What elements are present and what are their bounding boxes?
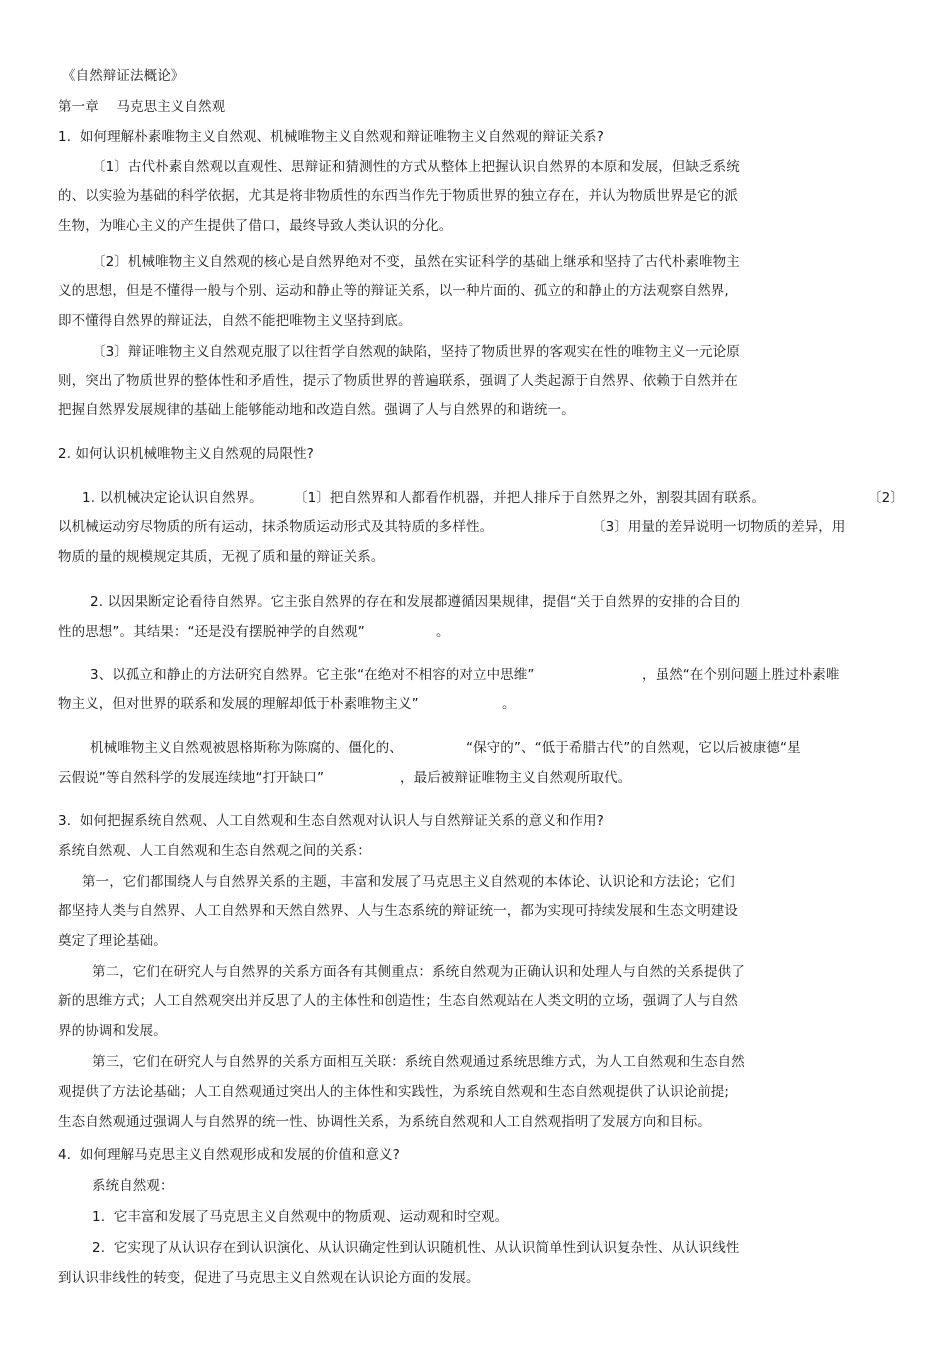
q3-second-line2: 新的思维方式；人工自然观突出并反思了人的主体性和创造性；生态自然观站在人类文明的立场，强调了人与自然 bbox=[58, 993, 738, 1009]
q2-item3-line1-b: ，虽然“在个别问题上胜过朴素唯 bbox=[642, 667, 840, 683]
q1-para2-line3: 即不懂得自然界的辩证法，自然不能把唯物主义坚持到底。 bbox=[58, 313, 412, 329]
q3-third-line3: 生态自然观通过强调人与自然界的统一性、协调性关系，为系统自然观和人工自然观指明了发展方向和目标。 bbox=[58, 1114, 711, 1130]
q3-first-line2: 都坚持人类与自然界、人工自然界和天然自然界、人与生态系统的辩证统一，都为实现可持续发展和生态文明建设 bbox=[58, 903, 738, 919]
q2-summary-line1-a: 机械唯物主义自然观被恩格斯称为陈腐的、僵化的、 bbox=[90, 740, 403, 756]
q2-item3-line1-a: 3、以孤立和静止的方法研究自然界。它主张“在绝对不相容的对立中思维” bbox=[90, 667, 535, 683]
q2-summary-line2-a: 云假说”等自然科学的发展连续地“打开缺口” bbox=[58, 770, 325, 786]
q2-item1-lead: 1. 以机械决定论认识自然界。 bbox=[82, 490, 263, 506]
q1-para1-line2: 的、以实验为基础的科学依据，尤其是将非物质性的东西当作先于物质世界的独立存在，并认为物质世界是它的派 bbox=[58, 188, 738, 204]
q3-first-line1: 第一，它们都围绕人与自然界关系的主题，丰富和发展了马克思主义自然观的本体论、认识论和方法论；它们 bbox=[82, 874, 735, 890]
question-3: 3. 如何把握系统自然观、人工自然观和生态自然观对认识人与自然辩证关系的意义和作用? bbox=[58, 813, 604, 829]
document-title: 《自然辩证法概论》 bbox=[62, 68, 185, 84]
q2-item1-line3: 物质的量的规模规定其质，无视了质和量的辩证关系。 bbox=[58, 549, 385, 565]
q2-item2-line2-a: 性的思想”。其结果：“还是没有摆脱神学的自然观” bbox=[58, 624, 365, 640]
q3-third-line1: 第三，它们在研究人与自然界的关系方面相互关联：系统自然观通过系统思维方式，为人工自然观和生态自然 bbox=[92, 1054, 745, 1070]
chapter-heading: 第一章 马克思主义自然观 bbox=[58, 99, 226, 115]
q4-item2-line1: 2. 它实现了从认识存在到认识演化、从认识确定性到认识随机性、从认识简单性到认识复杂性、从认识线性 bbox=[92, 1240, 740, 1256]
q3-intro: 系统自然观、人工自然观和生态自然观之间的关系： bbox=[58, 843, 371, 859]
q3-second-line1: 第二，它们在研究人与自然界的关系方面各有其侧重点：系统自然观为正确认识和处理人与自然的关系提供了 bbox=[92, 964, 745, 980]
q3-second-line3: 界的协调和发展。 bbox=[58, 1023, 167, 1039]
q1-para3-line1: 〔3〕辩证唯物主义自然观克服了以往哲学自然观的缺陷，坚持了物质世界的客观实在性的唯物主义一元论原 bbox=[92, 344, 740, 360]
q1-para2-line1: 〔2〕机械唯物主义自然观的核心是自然界绝对不变，虽然在实证科学的基础上继承和坚持了古代朴素唯物主 bbox=[92, 254, 740, 270]
q2-item3-line2-a: 物主义，但对世界的联系和发展的理解却低于朴素唯物主义” bbox=[58, 696, 419, 712]
q3-first-line3: 奠定了理论基础。 bbox=[58, 933, 167, 949]
q1-para1-line1: 〔1〕古代朴素自然观以直观性、思辩证和猜测性的方式从整体上把握认识自然界的本原和发展，但缺乏系统 bbox=[92, 159, 740, 175]
q2-summary-line2-b: ，最后被辩证唯物主义自然观所取代。 bbox=[400, 770, 632, 786]
q2-item1-point2-marker: 〔2〕 bbox=[868, 490, 904, 506]
q3-third-line2: 观提供了方法论基础；人工自然观通过突出人的主体性和实践性，为系统自然观和生态自然观提供了认识论前提; bbox=[58, 1084, 730, 1100]
q1-para3-line2: 则，突出了物质世界的整体性和矛盾性，提示了物质世界的普遍联系，强调了人类起源于自然界、依赖于自然并在 bbox=[58, 373, 738, 389]
q1-para2-line2: 义的思想，但是不懂得一般与个别、运动和静止等的辩证关系，以一种片面的、孤立的和静止的方法观察自然界, bbox=[58, 283, 729, 299]
question-2: 2. 如何认识机械唯物主义自然观的局限性? bbox=[58, 446, 314, 462]
q2-item1-line2-a: 以机械运动穷尽物质的所有运动，抹杀物质运动形式及其特质的多样性。 bbox=[58, 519, 494, 535]
q2-item2-line1: 2. 以因果断定论看待自然界。它主张自然界的存在和发展都遵循因果规律，提倡“关于自然界的安排的合目的 bbox=[90, 594, 741, 610]
q2-item2-line2-b: 。 bbox=[436, 624, 450, 640]
question-4: 4. 如何理解马克思主义自然观形成和发展的价值和意义? bbox=[58, 1147, 400, 1163]
question-1: 1. 如何理解朴素唯物主义自然观、机械唯物主义自然观和辩证唯物主义自然观的辩证关系? bbox=[58, 129, 604, 145]
q4-item1: 1. 它丰富和发展了马克思主义自然观中的物质观、运动观和时空观。 bbox=[92, 1209, 509, 1225]
q4-subheading: 系统自然观： bbox=[92, 1178, 174, 1194]
q4-item2-line2: 到认识非线性的转变，促进了马克思主义自然观在认识论方面的发展。 bbox=[58, 1270, 480, 1286]
q2-item3-line2-b: 。 bbox=[502, 696, 516, 712]
q2-summary-line1-b: “保守的”、“低于希腊古代”的自然观，它以后被康德“星 bbox=[466, 740, 801, 756]
q2-item1-point1: 〔1〕把自然界和人都看作机器，并把人排斥于自然界之外，割裂其固有联系。 bbox=[294, 490, 766, 506]
q1-para3-line3: 把握自然界发展规律的基础上能够能动地和改造自然。强调了人与自然界的和谐统一。 bbox=[58, 402, 575, 418]
q2-item1-line2-b: 〔3〕用量的差异说明一切物质的差异，用 bbox=[592, 519, 846, 535]
q1-para1-line3: 生物，为唯心主义的产生提供了借口，最终导致人类认识的分化。 bbox=[58, 218, 453, 234]
